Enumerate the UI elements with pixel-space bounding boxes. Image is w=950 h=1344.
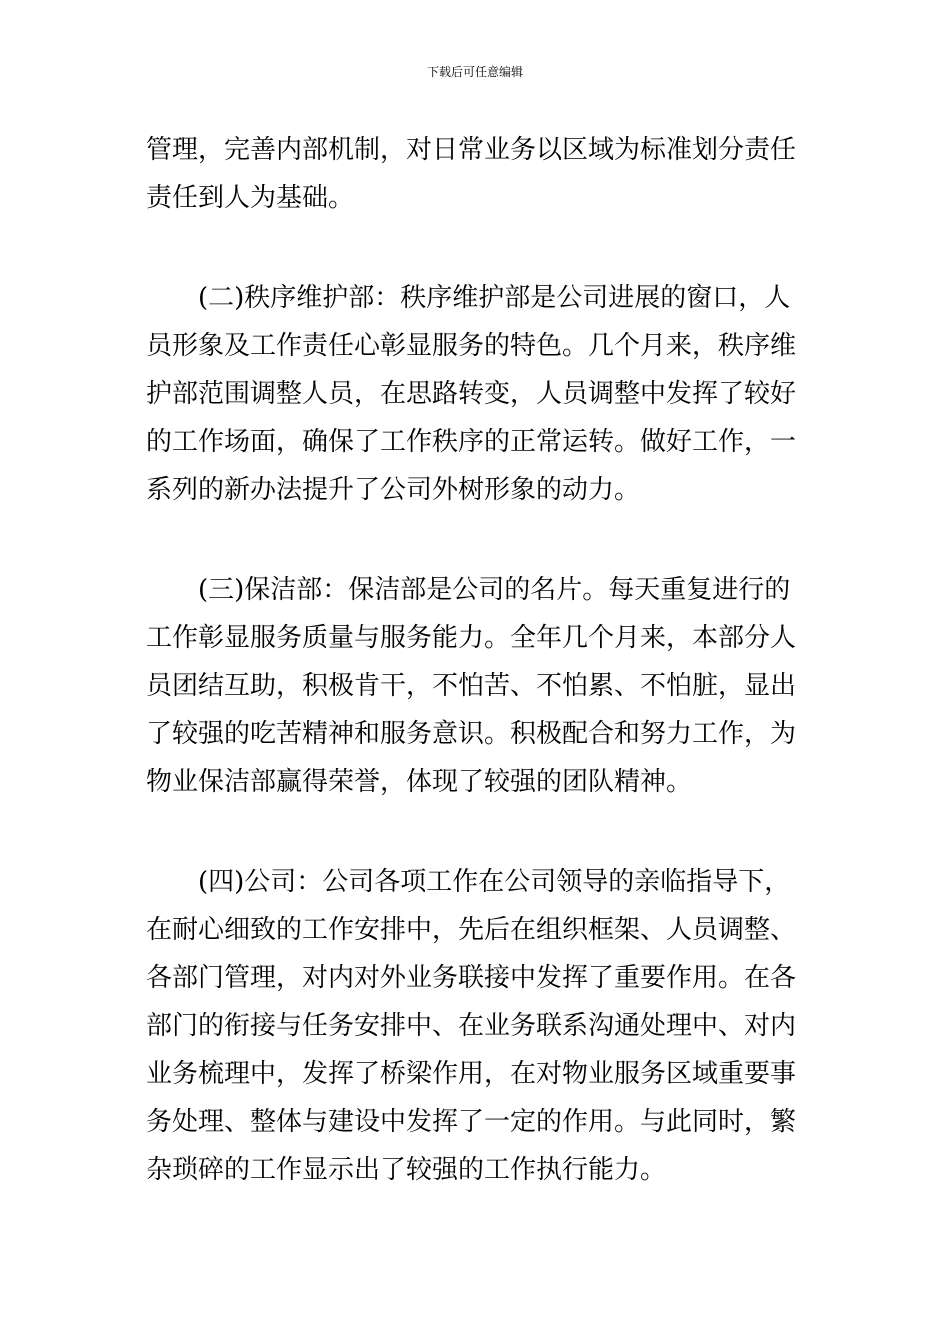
page-header: 下载后可任意编辑 — [426, 65, 523, 79]
text-line: (二)秩序维护部：秩序维护部是公司进展的窗口，人 — [198, 283, 791, 313]
paragraph-1 — [146, 126, 808, 222]
document-body — [146, 126, 808, 1194]
paragraph-4 — [146, 858, 808, 1194]
text-line: 管理，完善内部机制，对日常业务以区域为标准划分责任 — [146, 135, 797, 165]
text-line: 物业保洁部赢得荣誉，体现了较强的团队精神。 — [146, 767, 693, 797]
text-line: 务处理、整体与建设中发挥了一定的作用。与此同时，繁 — [146, 1107, 797, 1137]
text-line: 杂琐碎的工作显示出了较强的工作执行能力。 — [146, 1155, 667, 1185]
text-line: 业务梳理中，发挥了桥梁作用，在对物业服务区域重要事 — [146, 1059, 797, 1089]
paragraph-3 — [146, 566, 808, 806]
text-line: (三)保洁部：保洁部是公司的名片。每天重复进行的 — [198, 575, 791, 605]
text-line: 在耐心细致的工作安排中，先后在组织框架、人员调整、 — [146, 915, 797, 945]
text-line: 部门的衔接与任务安排中、在业务联系沟通处理中、对内 — [146, 1011, 797, 1041]
text-line: 各部门管理，对内对外业务联接中发挥了重要作用。在各 — [146, 963, 797, 993]
text-line: 工作彰显服务质量与服务能力。全年几个月来，本部分人 — [146, 623, 797, 653]
text-line: (四)公司：公司各项工作在公司领导的亲临指导下， — [198, 867, 791, 897]
paragraph-2 — [146, 274, 808, 514]
text-line: 责任到人为基础。 — [146, 183, 355, 213]
text-line: 员团结互助，积极肯干，不怕苦、不怕累、不怕脏，显出 — [146, 671, 797, 701]
text-line: 的工作场面，确保了工作秩序的正常运转。做好工作，一 — [146, 427, 797, 457]
text-line: 系列的新办法提升了公司外树形象的动力。 — [146, 475, 641, 505]
text-line: 护部范围调整人员，在思路转变，人员调整中发挥了较好 — [146, 379, 797, 409]
text-line: 了较强的吃苦精神和服务意识。积极配合和努力工作，为 — [146, 719, 797, 749]
text-line: 员形象及工作责任心彰显服务的特色。几个月来，秩序维 — [146, 331, 797, 361]
